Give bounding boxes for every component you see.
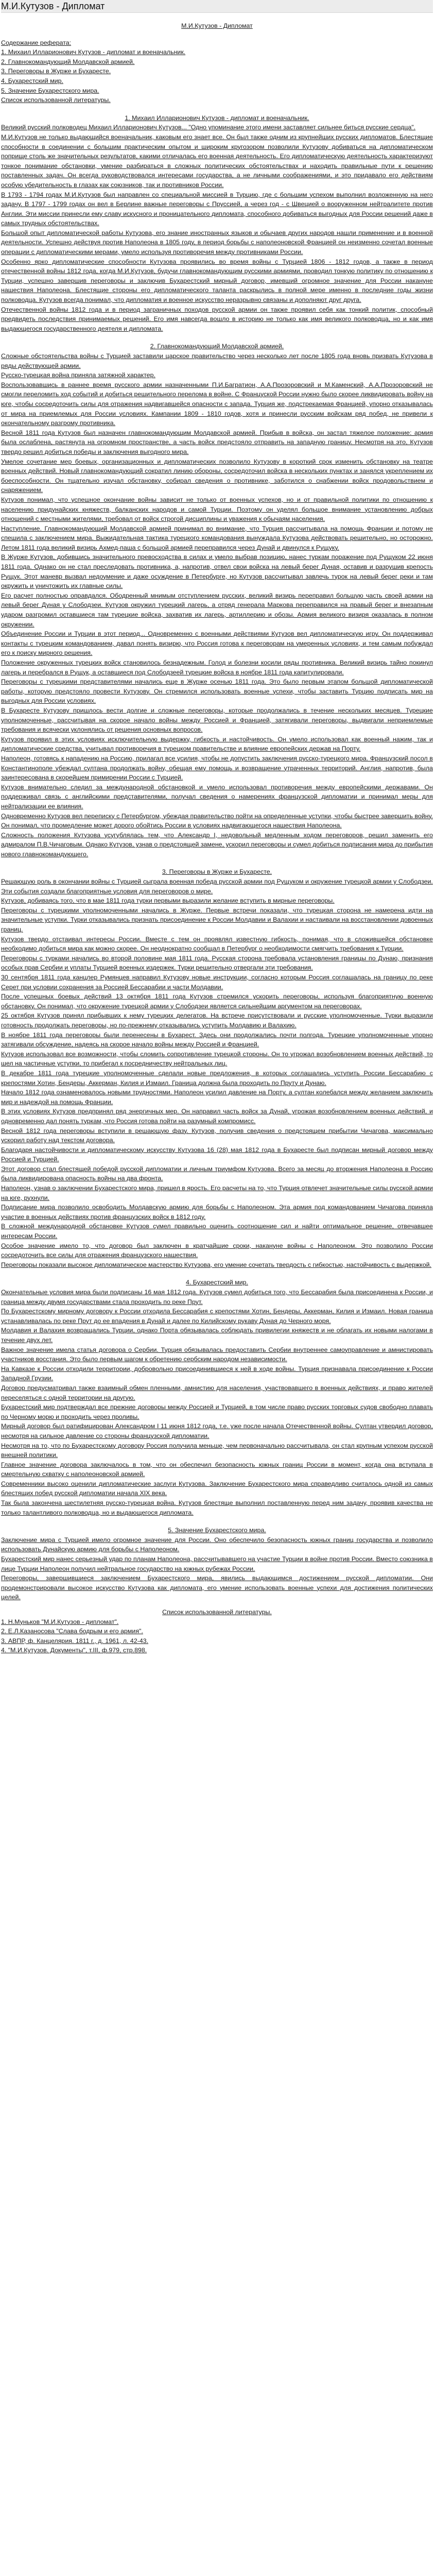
paragraph: Кутузов понимал, что успешное окончание войны зависит не только от военных успехов, но и от правильной политики по отношению к населению придунайских княжеств, балканских народов и самой Турции. Поэтому он уделял большое внимание установлению добрых отношений с местными жителями, требовал от войск строгой дисциплины и уважения к обычаям населения. <box>1 496 433 523</box>
paragraph: Бухарестский мир подтверждал все прежние договоры между Россией и Турцией, в том числе право русских торговых судов свободно плавать по Черному морю и проходить через проливы. <box>1 1403 433 1420</box>
paragraph: Объединение России и Турции в этот период... Одновременно с военными действиями Кутузов вел дипломатическую игру. Он поддерживал контакты с турецким командованием, давал понять визирю, что Россия готова к переговорам на умеренных условиях, и тем самым побуждал его к поиску мирного решения. <box>1 630 433 657</box>
paragraph: Кутузов твердо отстаивал интересы России. Вместе с тем он проявлял известную гибкость, понимая, что в сложившейся обстановке необходимо добиться мира как можно скорее. Он неоднократно сообщал в Петербург о необходимости смягчить требования к Турции. <box>1 935 433 953</box>
paragraph: Умелое сочетание мер боевых, организационных и дипломатических позволило Кутузову в короткий срок изменить обстановку на театре военных действий. Новый главнокомандующий сократил линию обороны, сосредоточил войска в нескольких пунктах и занялся укреплением их боеспособности. Он тщательно изучал обстановку, собирал сведения о противнике, заботился о снабжении войск продовольствием и снаряжением. <box>1 457 433 494</box>
paragraph: Несмотря на то, что по Бухарестскому договору Россия получила меньше, чем первоначально рассчитывала, он стал крупным успехом русской внешней политики. <box>1 1442 433 1459</box>
paragraph: Наступление. Главнокомандующий Молдавской армией принимал во внимание, что Турция рассчитывала на помощь Франции и потому не спешила с заключением мира. Выжидательная тактика турецкого командования вынуждала Кутузова действовать решительно, но осторожно. Летом 1811 года великий визирь Ахмед-паша с большой армией переправился через Дунай и двинулся к Рущуку. <box>1 524 433 551</box>
literature-item: 2. Е.Л.Казаносова "Слава бодрым и его армия". <box>1 1628 143 1635</box>
toc-item[interactable]: 1. Михаил Илларионович Кутузов - дипломат и военачальник. <box>1 48 186 56</box>
paragraph: Весной 1811 года Кутузов был назначен главнокомандующим Молдавской армией. Прибыв в войска, он застал тяжелое положение: армия была ослаблена, растянута на огромном пространстве, а часть войск предстояло отправить на западную границу. Несмотря на это, Кутузов твердо решил добиться победы и заключения выгодного мира. <box>1 429 433 455</box>
paragraph: Современники высоко оценили дипломатические заслуги Кутузова. Заключение Бухарестского мира справедливо считалось одной из самых блестящих побед русской дипломатии начала XIX века. <box>1 1480 433 1497</box>
paragraph: Решающую роль в окончании войны с Турцией сыграла военная победа русской армии под Рущуком и окружение турецкой армии у Слободзеи. Эти события создали благоприятные условия для переговоров о мире. <box>1 878 433 895</box>
paragraph: Особенно ярко дипломатические способности Кутузова проявились во время войны с Турцией 1806 - 1812 годов, а также в период отечественной войны 1812 года, когда М.И.Кутузов, будучи главнокомандующим русскими армиями, проводил тонкую политику по отношению к Турции, успешно завершив переговоры и заключив Бухарестский мирный договор, имевший огромное значение для России накануне нашествия Наполеона. Блестящие стороны его дипломатического таланта раскрылись в полной мере именно в последние годы жизни полководца. Кутузов всегда понимал, что дипломатия и военное искусство неразрывно связаны и дополняют друг друга. <box>1 258 433 304</box>
section-heading: 2. Главнокомандующий Молдавской армией. <box>150 343 284 350</box>
paragraph: В декабре 1811 года турецкие уполномоченные сделали новые предложения, в которых соглашались уступить России Бессарабию с крепостями Хотин, Бендеры, Аккерман, Килия и Измаил. Граница должна была проходить по Пруту и Дунаю. <box>1 1069 433 1087</box>
paragraph: Кутузов использовал все возможности, чтобы сломить сопротивление турецкой стороны. Он то угрожал возобновлением военных действий, то шел на частичные уступки, то прибегал к посредничеству нейтральных лиц. <box>1 1050 433 1067</box>
paragraph: Переговоры показали высокое дипломатическое мастерство Кутузова, его умение сочетать твердость с гибкостью, настойчивость с выдержкой. <box>1 1261 432 1268</box>
paragraph: Этот договор стал блестящей победой русской дипломатии и личным триумфом Кутузова. Всего за месяц до вторжения Наполеона в Россию была ликвидирована опасность войны на два фронта. <box>1 1165 433 1182</box>
paragraph: Великий русский полководец Михаил Илларионович Кутузов... "Одно упоминание этого имени заставляет сильнее биться русские сердца". <box>1 124 416 131</box>
paragraph: Большой опыт дипломатической работы Кутузова, его знание иностранных языков и обычаев других народов нашли применение и в военной деятельности. Успешно действуя против Наполеона в 1805 году, в период борьбы с наполеоновской Францией он неизменно сочетал военные операции с дипломатическими мерами, умело используя противоречия между противниками России. <box>1 229 433 256</box>
document-title: М.И.Кутузов - Дипломат <box>181 22 253 29</box>
toc-item[interactable]: 5. Значение Бухарестского мира. <box>1 87 99 94</box>
paragraph: В Журже Кутузов, добившись значительного превосходства в силах и умело выбрав позицию, нанес туркам поражение под Рущуком 22 июня 1811 года. Однако он не стал преследовать противника, а, напротив, отвел свои войска на левый берег Дуная, оставив и разрушив крепость Рущук. Этот маневр вызвал недоумение и даже осуждение в Петербурге, но Кутузов рассчитывал завлечь турок на левый берег реки и там окружить и уничтожить их главные силы. <box>1 553 433 590</box>
paragraph: Наполеон, узнав о заключении Бухарестского мира, пришел в ярость. Его расчеты на то, что Турция отвлечет значительные силы русской армии на юге, рухнули. <box>1 1184 433 1201</box>
paragraph: Русско-турецкая война приняла затяжной характер. <box>1 371 155 379</box>
paragraph: Подписание мира позволило освободить Молдавскую армию для борьбы с Наполеоном. Эта армия под командованием Чичагова приняла участие в военных действиях против французских войск в 1812 году. <box>1 1204 433 1221</box>
paragraph: На Кавказе к России отходили территории, добровольно присоединившиеся к ней в ходе войны. Турция признавала присоединение к России Западной Грузии. <box>1 1365 433 1382</box>
paragraph: 25 октября Кутузов принял прибывших к нему турецких делегатов. На встрече присутствовали и русские уполномоченные. Турки выразили готовность продолжать переговоры, но по-прежнему отказывались уступить Молдавию и Валахию. <box>1 1012 433 1029</box>
paragraph: Сложные обстоятельства войны с Турцией заставили царское правительство через несколько лет после 1805 года вновь призвать Кутузова в ряды действующей армии. <box>1 352 433 369</box>
paragraph: Переговоры с турецкими представителями начались еще в Журже осенью 1811 года. Это было первым этапом большой дипломатической работы, которую предстояло провести Кутузову. Он стремился использовать военные успехи, чтобы заставить Турцию подписать мир на выгодных для России условиях. <box>1 678 433 705</box>
paragraph: В этих условиях Кутузов предпринял ряд энергичных мер. Он направил часть войск за Дунай, угрожая возобновлением военных действий, и одновременно дал понять туркам, что Россия готова пойти на разумный компромисс. <box>1 1108 433 1125</box>
paragraph: М.И.Кутузов не только выдающийся военачальник, каковым его знает все. Он был также одним из крупнейших русских дипломатов. Блестящие способности в соединении с большим практическим опытом и широким кругозором позволили Кутузову добиваться на дипломатическом поприще столь же значительных результатов, какими отличалась его военная деятельность. Его дипломатическую деятельность характеризуют тонкое понимание обстановки, умение разбираться в сложных политических обстоятельствах и находить правильные пути к решению поставленных задач. Он всегда руководствовался интересами государства, а не личными соображениями, и это придавало его действиям особую убедительность в глазах как союзников, так и противников России. <box>1 133 433 189</box>
paragraph: Сложность положения Кутузова усугублялась тем, что Александр I, недовольный медленным ходом переговоров, решил заменить его адмиралом П.В.Чичаговым. Однако Кутузов, узнав о предстоящей замене, ускорил переговоры и сумел добиться подписания мира до прибытия нового главнокомандующего. <box>1 831 433 858</box>
paragraph: Благодаря настойчивости и дипломатическому искусству Кутузова 16 (28) мая 1812 года в Бухаресте был подписан мирный договор между Россией и Турцией. <box>1 1146 433 1163</box>
toc-title: Содержание реферата: <box>1 39 72 46</box>
paragraph: Переговоры с турками начались во второй половине мая 1811 года. Русская сторона требовала установления границы по Дунаю, признания особых прав Сербии и уплаты Турцией военных издержек. Турки решительно отвергали эти требования. <box>1 954 433 972</box>
literature-item: 1. Н.Муньков "М.И.Кутузов - дипломат". <box>1 1618 119 1625</box>
paragraph: Молдавия и Валахия возвращались Турции, однако Порта обязывалась соблюдать привилегии княжеств и не облагать их новыми налогами в течение двух лет. <box>1 1327 433 1344</box>
paragraph: В Бухаресте Кутузову пришлось вести долгие и сложные переговоры, которые продолжались в течение нескольких месяцев. Турецкие уполномоченные, рассчитывая на скорое начало войны между Россией и Францией, затягивали переговоры, выдвигали неприемлемые требования и всячески уклонялись от решения основных вопросов. <box>1 706 433 734</box>
section-heading: 3. Переговоры в Журже и Бухаресте. <box>162 868 272 876</box>
paragraph: Кутузов, добиваясь того, что в мае 1811 года турки первыми выразили желание вступить в мирные переговоры. <box>1 897 335 905</box>
section-heading: 5. Значение Бухарестского мира. <box>168 1527 266 1534</box>
section-heading: 1. Михаил Илларионович Кутузов - дипломат и военачальник. <box>125 114 309 122</box>
paragraph: Весной 1812 года переговоры вступили в решающую фазу. Кутузов, получив сведения о предстоящем прибытии Чичагова, максимально ускорил работу над текстом договора. <box>1 1127 433 1144</box>
paragraph: Кутузов проявил в этих условиях исключительную выдержку, гибкость и настойчивость. Он умело использовал как военный нажим, так и дипломатические средства, учитывал противоречия в турецком правительстве и влияние европейских держав на Порту. <box>1 735 433 753</box>
paragraph: Начало 1812 года ознаменовалось новыми трудностями. Наполеон усилил давление на Порту, а султан колебался между желанием заключить мир и надеждой на помощь Франции. <box>1 1089 433 1106</box>
toc-item[interactable]: Список использованной литературы. <box>1 96 111 104</box>
paragraph: В ноябре 1811 года переговоры были перенесены в Бухарест. Здесь они продолжались почти полгода. Турецкие уполномоченные упорно затягивали обсуждение, надеясь на скорое начало войны между Россией и Францией. <box>1 1031 433 1048</box>
paragraph: В сложной международной обстановке Кутузов сумел правильно оценить соотношение сил и найти оптимальное решение, отвечавшее интересам России. <box>1 1223 433 1240</box>
paragraph: Бухарестский мир нанес серьезный удар по планам Наполеона, рассчитывавшего на участие Турции в войне против России. Вместо союзника в лице Турции Наполеон получил нейтральное государство на южных рубежах России. <box>1 1555 433 1572</box>
paragraph: Особое значение имело то, что договор был заключен в кратчайшие сроки, накануне войны с Наполеоном. Это позволило России сосредоточить все силы для отражения французского нашествия. <box>1 1242 433 1259</box>
toc-item[interactable]: 3. Переговоры в Журже и Бухаресте. <box>1 67 111 75</box>
paragraph: После успешных боевых действий 13 октября 1811 года Кутузов стремился ускорить переговоры, используя благоприятную военную обстановку. Он понимал, что окружение турецкой армии у Слободзеи является сильнейшим аргументом на переговорах. <box>1 993 433 1010</box>
paragraph: В 1793 - 1794 годах М.И.Кутузов был направлен со специальной миссией в Турцию, где с большим успехом выполнил возложенную на него задачу. В 1797 - 1799 годах он вел в Берлине важные переговоры с Пруссией, а через год - с Швецией о вооруженном нейтралитете против Англии. Эти миссии принесли ему славу искусного и проницательного дипломата, способного добиваться выгодных для России решений даже в самых трудных обстоятельствах. <box>1 191 433 227</box>
paragraph: 30 сентября 1811 года канцлер Румянцев направил Кутузову новые инструкции, согласно которым Россия соглашалась на границу по реке Серет при условии сохранения за Россией Бессарабии и части Молдавии. <box>1 974 433 991</box>
paragraph: Наполеон, готовясь к нападению на Россию, прилагал все усилия, чтобы не допустить заключения русско-турецкого мира. Французский посол в Константинополе убеждал султана продолжать войну, обещая ему помощь и возвращение утраченных территорий. Англия, напротив, была заинтересована в скорейшем примирении России с Турцией. <box>1 754 433 782</box>
document-body <box>1 113 433 1602</box>
toc-item[interactable]: 2. Главнокомандующий Молдавской армией. <box>1 58 135 65</box>
paragraph: Важное значение имела статья договора о Сербии. Турция обязывалась предоставить Сербии внутреннее самоуправление и амнистировать участников восстания. Это было первым шагом к обретению сербским народом независимости. <box>1 1346 433 1363</box>
paragraph: Окончательные условия мира были подписаны 16 мая 1812 года. Кутузов сумел добиться того, что Бессарабия была присоединена к России, и граница между двумя государствами стала проходить по реке Прут. <box>1 1289 433 1306</box>
paragraph: Главное значение договора заключалось в том, что он обеспечил безопасность южных границ России в момент, когда она вступала в смертельную схватку с наполеоновской армией. <box>1 1461 433 1478</box>
paragraph: Заключение мира с Турцией имело огромное значение для России. Оно обеспечило безопасность южных границ государства и позволило использовать Дунайскую армию для борьбы с Наполеоном. <box>1 1536 433 1553</box>
literature-list <box>1 1617 433 1655</box>
paragraph: Отечественной войны 1812 года и в период заграничных походов русской армии он также проявил себя как тонкий политик, способный предвидеть последствия принимаемых решений. Его имя навсегда вошло в историю не только как имя великого полководца, но и как имя выдающегося государственного деятеля и дипломата. <box>1 306 433 332</box>
toc-item[interactable]: 4. Бухарестский мир. <box>1 77 63 84</box>
paragraph: Положение окруженных турецких войск становилось безнадежным. Голод и болезни косили ряды противника. Великий визирь тайно покинул лагерь и перебрался в Рущук, а оставшиеся под Слободзеей турецкие войска в ноябре 1811 года капитулировали. <box>1 659 433 676</box>
literature-item: 4. "М.И.Кутузов. Документы", т.III, ф.979, стр.898. <box>1 1647 147 1654</box>
paragraph: Его расчет полностью оправдался. Ободренный мнимым отступлением русских, великий визирь переправил большую часть своей армии на левый берег Дуная у Слободзеи. Кутузов окружил турецкий лагерь, а отряд генерала Маркова переправился на правый берег и внезапным ударом разгромил оставшиеся там турецкие войска, захватив их лагерь, артиллерию и обозы. Армия великого визиря оказалась в полном окружении. <box>1 591 433 628</box>
paragraph: Воспользовавшись в раннее время русского армии назначенными П.И.Багратион, А.А.Прозоровский и М.Каменский, А.А.Прозоровский не смогли переломить ход событий и добиться решительного перелома в войне. С Француской России нужно было скорее ликвидировать войну на юге, чтобы сосредоточить силы для отражения надвигавшейся опасности с запада. Турция же, подстрекаемая Францией, упорно отказывалась от мира на приемлемых для России условиях. Кампании 1809 - 1810 годов, хотя и принесли русским войскам ряд побед, не привели к окончательному разгрому противника. <box>1 381 433 427</box>
paragraph: Кутузов внимательно следил за международной обстановкой и умело использовал противоречия между европейскими державами. Он поддерживал связь с английскими представителями, получал сведения о намерениях французской дипломатии и принимал меры для нейтрализации ее влияния. <box>1 783 433 810</box>
literature-item: 3. АВПР, ф. Канцелярия. 1811 г., д. 1961, л. 42-43. <box>1 1637 149 1645</box>
literature-title: Список использованной литературы. <box>162 1608 272 1616</box>
paragraph: Одновременно Кутузов вел переписку с Петербургом, убеждая правительство пойти на определенные уступки, чтобы быстрее завершить войну. Он понимал, что промедление может дорого обойтись России в условиях надвигающегося нашествия Наполеона. <box>1 812 433 829</box>
paragraph: По Бухарестскому мирному договору к России отходила Бессарабия с крепостями Хотин, Бендеры, Аккерман, Килия и Измаил. Новая граница устанавливалась по реке Прут до ее впадения в Дунай и далее по Килийскому рукаву Дуная до Черного моря. <box>1 1308 433 1325</box>
paragraph: Так была закончена шестилетняя русско-турецкая война. Кутузов блестяще выполнил поставленную перед ним задачу, проявив качества не только талантливого полководца, но и выдающегося дипломата. <box>1 1499 433 1516</box>
paragraph: Переговоры, завершившиеся заключением Бухарестского мира, явились выдающимся достижением русской дипломатии. Они продемонстрировали высокое искусство Кутузова как дипломата, его умение использовать военные успехи для достижения политических целей. <box>1 1574 433 1601</box>
paragraph: Переговоры с турецкими уполномоченными начались в Журже. Первые встречи показали, что турецкая сторона не намерена идти на значительные уступки. Турки отказывались признать присоединение к России Молдавии и Валахии и настаивали на восстановлении довоенных границ. <box>1 906 433 934</box>
paragraph: Мирный договор был ратифицирован Александром I 11 июня 1812 года, т.е. уже после начала Отечественной войны. Султан утвердил договор, несмотря на сильное давление со стороны французской дипломатии. <box>1 1422 433 1439</box>
window-title: М.И.Кутузов - Дипломат <box>1 0 433 13</box>
table-of-contents <box>1 38 433 105</box>
paragraph: Договор предусматривал также взаимный обмен пленными, амнистию для населения, участвовавшего в военных действиях, и право жителей переселяться с одной территории на другую. <box>1 1384 433 1401</box>
section-heading: 4. Бухарестский мир. <box>186 1279 248 1286</box>
